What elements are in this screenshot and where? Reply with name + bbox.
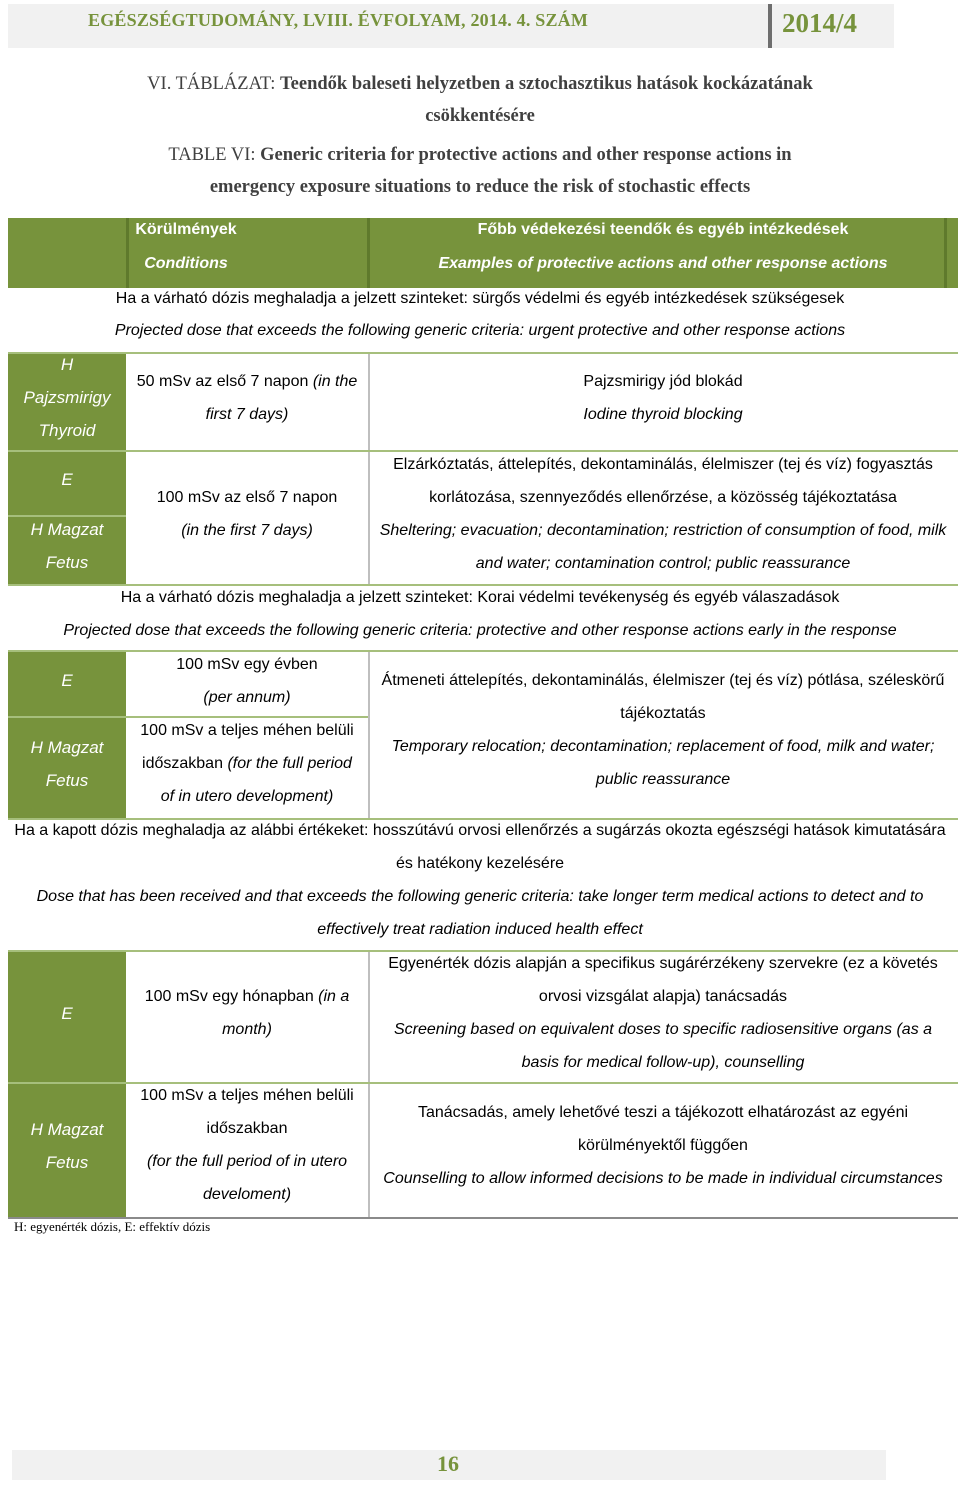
section1-heading-hu: Ha a várható dózis meghaladja a jelzett szinteket: sürgős védelmi és egyéb intézkedések szükségesek [115, 290, 845, 307]
s3r2-action-en: Counselling to allow informed decisions to be made in individual circumstances [383, 1170, 943, 1187]
label-thyroid-hu: Pajzsmirigy [23, 388, 111, 407]
header-conditions-en: Conditions [144, 255, 228, 272]
s2-action-en-1: Temporary relocation; decontamination; replacement of food, milk and water; [391, 738, 935, 755]
s2-condition-e-en: (per annum) [203, 689, 291, 706]
page-number: 16 [437, 1451, 459, 1476]
title-en-line2: emergency exposure situations to reduce the risk of stochastic effects [209, 177, 751, 197]
label-fetus-en: Fetus [45, 771, 89, 790]
s3r2-condition-2: időszakban [206, 1120, 288, 1137]
s1r2-action-en-1: Sheltering; evacuation; decontamination; restriction of consumption of food, milk [379, 522, 947, 539]
section2-heading-en: Projected dose that exceeds the following generic criteria: protective and other response actions early in the response [63, 622, 897, 639]
section3-heading-hu-2: és hatékony kezelésére [395, 855, 565, 872]
label-e: E [61, 671, 73, 690]
section3-heading-en-1: Dose that has been received and that exceeds the following generic criteria: take longer term medical actions to detect and to [36, 888, 924, 905]
s1r1-action-en: Iodine thyroid blocking [583, 406, 743, 423]
s3r1-action-hu-2: orvosi vizsgálat alapja) tanácsadás [538, 988, 788, 1005]
header-conditions-hu: Körülmények [135, 221, 237, 238]
footnote: H: egyenérték dózis, E: effektív dózis [14, 1219, 211, 1234]
s1r2-condition-hu: 100 mSv az első 7 napon [156, 489, 338, 506]
s3r1-condition-2: month) [222, 1021, 272, 1038]
s3r2-action-hu-2: körülményektől függően [578, 1137, 748, 1154]
s2-condition-fetus-1: 100 mSv a teljes méhen belüli [140, 722, 354, 739]
s1r2-condition-en: (in the first 7 days) [181, 522, 313, 539]
s1r1-action-hu: Pajzsmirigy jód blokád [583, 373, 743, 390]
row-divider [8, 716, 126, 718]
header-actions-en: Examples of protective actions and other response actions [438, 255, 888, 272]
section3-heading-hu-1: Ha a kapott dózis meghaladja az alábbi értékeket: hosszútávú orvosi ellenőrzés a sugárzás okozta egészségi hatások kimutatására [14, 822, 946, 839]
s1r2-action-hu-2: korlátozása, szennyeződés ellenőrzése, a közösség tájékoztatása [429, 489, 897, 506]
header-actions-hu: Főbb védekezési teendők és egyéb intézkedések [477, 221, 849, 238]
s1r1-condition-2: first 7 days) [205, 406, 289, 423]
title-hu-line2: csökkentésére [425, 106, 535, 126]
s3r1-action-en-1: Screening based on equivalent doses to specific radiosensitive organs (as a [393, 1021, 933, 1038]
s2-condition-fetus-3: of in utero development) [160, 788, 334, 805]
label-thyroid-en: Thyroid [38, 421, 96, 440]
label-fetus-hu: H Magzat [30, 738, 104, 757]
s3r1-condition-1: 100 mSv egy hónapban (in a [144, 988, 350, 1005]
s1r1-condition-1: 50 mSv az első 7 napon (in the [136, 373, 358, 390]
section3-heading-en-2: effectively treat radiation induced health effect [317, 921, 643, 938]
journal-title: EGÉSZSÉGTUDOMÁNY, LVIII. ÉVFOLYAM, 2014. 4. SZÁM [88, 10, 589, 30]
s2-condition-e-hu: 100 mSv egy évben [176, 656, 318, 673]
label-fetus-en: Fetus [45, 553, 89, 572]
s3r2-condition-3: (for the full period of in utero [146, 1153, 348, 1170]
s2-action-hu-2: tájékoztatás [620, 705, 706, 722]
row-divider [8, 1082, 126, 1084]
label-fetus-hu: H Magzat [30, 1120, 104, 1139]
s3r1-action-hu-1: Egyenérték dózis alapján a specifikus sugárérzékeny szervekre (ez a követés [388, 955, 938, 972]
s3r2-action-hu-1: Tanácsadás, amely lehetővé teszi a tájékozott elhatározást az egyéni [417, 1104, 909, 1121]
title-hu-line1: VI. TÁBLÁZAT: Teendők baleseti helyzetben a sztochasztikus hatások kockázatának [147, 74, 813, 94]
row-divider [8, 450, 126, 452]
s2-action-hu-1: Átmeneti áttelepítés, dekontaminálás, élelmiszer (tej és víz) pótlása, széleskörű [381, 672, 945, 689]
s3r1-action-en-2: basis for medical follow-up), counselling [521, 1054, 805, 1071]
s2-condition-fetus-2: időszakban (for the full period [142, 755, 352, 772]
issue-number: 2014/4 [782, 8, 858, 38]
s1r2-action-hu-1: Elzárkóztatás, áttelepítés, dekontaminálás, élelmiszer (tej és víz) fogyasztás [393, 456, 933, 473]
section2-heading-hu: Ha a várható dózis meghaladja a jelzett szinteket: Korai védelmi tevékenység és egyéb válaszadások [120, 589, 840, 606]
title-en-line1: TABLE VI: Generic criteria for protective actions and other response actions in [168, 145, 792, 165]
label-h: H [60, 355, 74, 374]
s1r2-action-en-2: and water; contamination control; public reassurance [475, 555, 851, 572]
row-divider [8, 352, 958, 354]
section1-heading-en: Projected dose that exceeds the following generic criteria: urgent protective and other response actions [114, 322, 846, 339]
label-fetus-hu: H Magzat [30, 520, 104, 539]
label-e: E [61, 1004, 73, 1023]
header-divider [768, 4, 772, 48]
label-e: E [61, 470, 73, 489]
s2-action-en-2: public reassurance [595, 771, 731, 788]
s3r2-condition-4: develoment) [202, 1186, 292, 1203]
label-fetus-en: Fetus [45, 1153, 89, 1172]
s3r2-condition-1: 100 mSv a teljes méhen belüli [140, 1087, 354, 1104]
